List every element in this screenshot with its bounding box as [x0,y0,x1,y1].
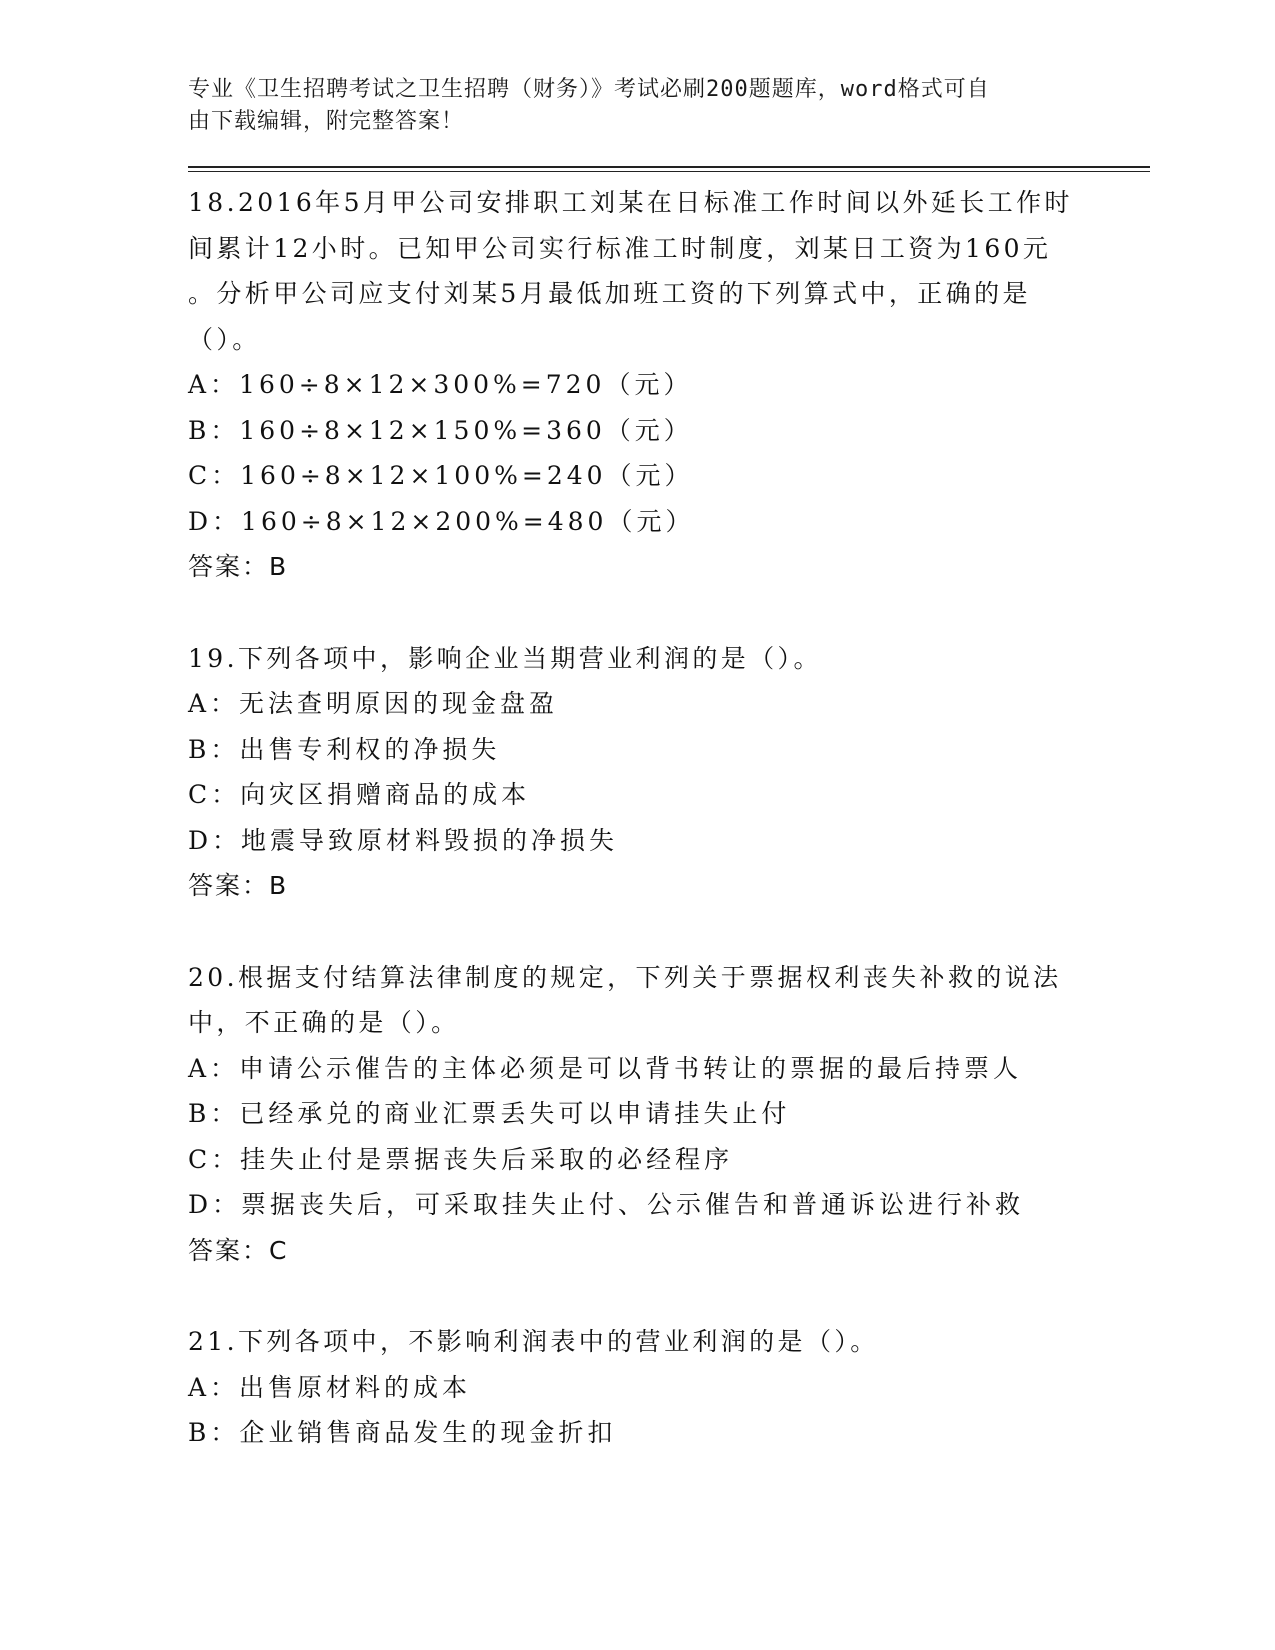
option-c: C：向灾区捐赠商品的成本 [188,780,531,809]
stem-line: 21.下列各项中，不影响利润表中的营业利润的是（）。 [188,1327,879,1356]
option-a: A：申请公示催告的主体必须是可以背书转让的票据的最后持票人 [188,1053,1023,1083]
answer-label: 答案：C [188,1235,289,1265]
stem-line: （）。 [188,324,261,354]
option-d: D：票据丧失后，可采取挂失止付、公示催告和普通诉讼进行补救 [188,1190,1025,1219]
question-18 [188,180,1150,590]
header-line: 由下载编辑，附完整答案！ [188,109,465,134]
question-stem [188,180,1150,362]
document-page [188,74,1150,1502]
stem-line: 18.2016年5月甲公司安排职工刘某在日标准工作时间以外延长工作时 [188,188,1073,217]
stem-line: 19.下列各项中，影响企业当期营业利润的是（）。 [188,643,822,673]
header-line: 专业《卫生招聘考试之卫生招聘（财务）》考试必刷200题题库，word格式可自 [188,77,990,102]
question-stem [188,636,1150,682]
stem-line: 20.根据支付结算法律制度的规定，下列关于票据权利丧失补救的说法 [188,962,1062,992]
option-c: C：挂失止付是票据丧失后采取的必经程序 [188,1144,734,1174]
question-19 [188,636,1150,909]
answer-label: 答案：B [188,552,289,581]
stem-line: 。分析甲公司应支付刘某5月最低加班工资的下列算式中，正确的是 [188,279,1031,308]
option-d: D：160÷8×12×200%=480（元） [188,506,695,536]
question-list [188,180,1150,1456]
option-b: B：企业销售商品发生的现金折扣 [188,1418,617,1447]
document-header [188,74,1068,138]
answer-label: 答案：B [188,871,289,900]
header-divider [188,166,1150,172]
option-b: B：已经承兑的商业汇票丢失可以申请挂失止付 [188,1099,791,1128]
question-stem [188,955,1150,1046]
option-a: A：160÷8×12×300%=720（元） [188,370,693,399]
question-20 [188,955,1150,1274]
option-b: B：160÷8×12×150%=360（元） [188,415,693,445]
option-b: B：出售专利权的净损失 [188,734,501,764]
stem-line: 中，不正确的是（）。 [188,1008,460,1037]
option-a: A：出售原材料的成本 [188,1372,472,1402]
question-21 [188,1319,1150,1456]
option-d: D：地震导致原材料毁损的净损失 [188,825,619,855]
option-a: A：无法查明原因的现金盘盈 [188,689,559,718]
stem-line: 间累计12小时。已知甲公司实行标准工时制度，刘某日工资为160元 [188,233,1052,263]
option-c: C：160÷8×12×100%=240（元） [188,461,694,490]
question-stem [188,1319,1150,1365]
